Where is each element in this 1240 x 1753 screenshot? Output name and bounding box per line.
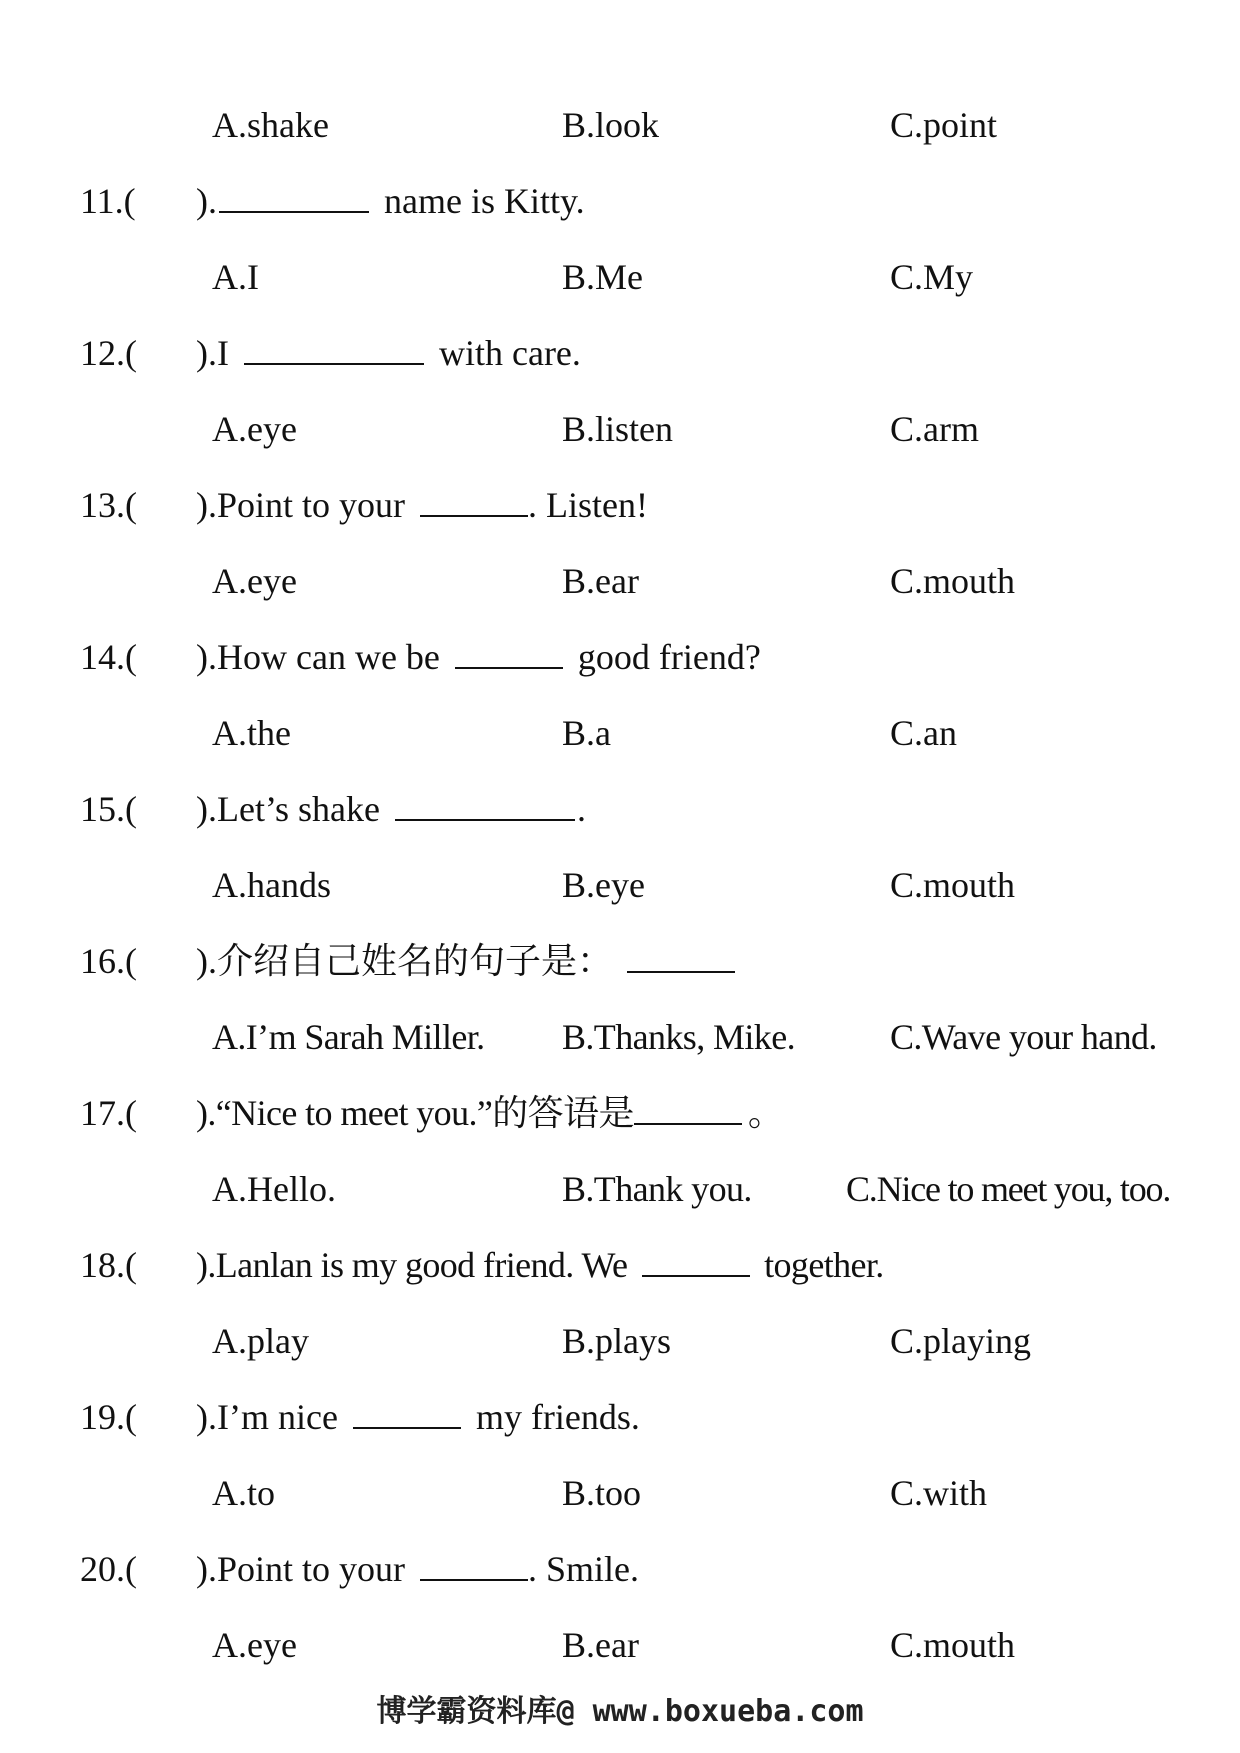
option-c: C.point [890, 105, 998, 145]
question-number: 18.( [80, 1245, 137, 1285]
option-c: C.with [890, 1473, 988, 1513]
stem-end: with care. [429, 333, 581, 373]
question-stem [196, 779, 586, 839]
question-14-options [0, 703, 1240, 763]
option-b: B.ear [562, 561, 639, 601]
stem-start: ).Lanlan is my good friend. We [196, 1245, 636, 1285]
option-b: B.a [562, 713, 611, 753]
stem-end: . [576, 789, 586, 829]
option-c: C.arm [890, 409, 979, 449]
question-stem [196, 1235, 884, 1295]
question-stem [196, 171, 585, 231]
question-13 [0, 475, 1240, 535]
option-a: A.I’m Sarah Miller. [212, 1017, 485, 1057]
stem-end: my friends. [466, 1397, 640, 1437]
answer-blank [634, 1093, 742, 1125]
question-20-options [0, 1615, 1240, 1675]
option-b: B.Thanks, Mike. [562, 1017, 795, 1057]
option-a: A.eye [212, 561, 297, 601]
option-a: A.shake [212, 105, 329, 145]
question-17 [0, 1083, 1240, 1143]
question-number: 14.( [80, 637, 137, 677]
option-a: A.I [212, 257, 259, 297]
question-number: 17.( [80, 1093, 137, 1133]
stem-end: 。 [747, 1093, 784, 1133]
question-stem [196, 1083, 783, 1143]
question-stem [196, 931, 741, 991]
question-15-options [0, 855, 1240, 915]
answer-blank [420, 485, 528, 517]
option-c: C.Nice to meet you, too. [846, 1169, 1171, 1209]
question-13-options [0, 551, 1240, 611]
question-12 [0, 323, 1240, 383]
answer-blank [353, 1397, 461, 1429]
answer-blank [642, 1245, 750, 1277]
footer-watermark: 博学霸资料库@ www.boxueba.com [376, 1694, 864, 1729]
option-b: B.eye [562, 865, 645, 905]
option-a: A.to [212, 1473, 275, 1513]
stem-end: . Listen! [528, 485, 648, 525]
question-number: 11.( [80, 181, 136, 221]
option-a: A.play [212, 1321, 309, 1361]
option-b: B.look [562, 105, 660, 145]
option-b: B.too [562, 1473, 642, 1513]
option-a: A.hands [212, 865, 331, 905]
option-b: B.ear [562, 1625, 639, 1665]
question-18 [0, 1235, 1240, 1295]
question-18-options [0, 1311, 1240, 1371]
question-stem [196, 475, 648, 535]
question-number: 19.( [80, 1397, 137, 1437]
answer-blank [219, 181, 369, 213]
question-12-options [0, 399, 1240, 459]
answer-blank [455, 637, 563, 669]
question-17-options [0, 1159, 1240, 1219]
answer-blank [395, 789, 575, 821]
answer-blank [420, 1549, 528, 1581]
option-a: A.eye [212, 409, 297, 449]
question-stem [196, 323, 581, 383]
stem-end: name is Kitty. [375, 181, 585, 221]
question-stem [196, 1387, 640, 1447]
stem-start: ).I [196, 333, 238, 373]
question-19-options [0, 1463, 1240, 1523]
option-c: C.an [890, 713, 957, 753]
option-b: B.Me [562, 257, 643, 297]
stem-end: . Smile. [528, 1549, 640, 1589]
option-c: C.mouth [890, 561, 1016, 601]
option-a: A.eye [212, 1625, 297, 1665]
question-14 [0, 627, 1240, 687]
stem-start: ).How can we be [196, 637, 449, 677]
question-number: 16.( [80, 941, 137, 981]
question-10-options [0, 95, 1240, 155]
question-16-options [0, 1007, 1240, 1067]
option-b: B.listen [562, 409, 674, 449]
option-c: C.mouth [890, 1625, 1016, 1665]
option-a: A.Hello. [212, 1169, 336, 1209]
question-19 [0, 1387, 1240, 1447]
option-b: B.plays [562, 1321, 672, 1361]
stem-start: ).“Nice to meet you.”的答语是 [196, 1093, 634, 1133]
question-number: 13.( [80, 485, 137, 525]
question-number: 20.( [80, 1549, 137, 1589]
stem-start: ).Point to your [196, 1549, 415, 1589]
stem-end: together. [755, 1245, 884, 1285]
question-number: 15.( [80, 789, 137, 829]
stem-start: ). [196, 181, 217, 221]
option-a: A.the [212, 713, 291, 753]
option-c: C.My [890, 257, 974, 297]
question-stem [196, 1539, 639, 1599]
answer-blank [244, 333, 424, 365]
option-c: C.Wave your hand. [890, 1017, 1157, 1057]
question-11 [0, 171, 1240, 231]
question-stem [196, 627, 761, 687]
stem-start: ).I’m nice [196, 1397, 347, 1437]
stem-end: good friend? [568, 637, 761, 677]
option-b: B.Thank you. [562, 1169, 752, 1209]
stem-start: ).介绍自己姓名的句子是： [196, 941, 613, 981]
stem-start: ).Point to your [196, 485, 415, 525]
option-c: C.playing [890, 1321, 1031, 1361]
option-c: C.mouth [890, 865, 1016, 905]
question-20 [0, 1539, 1240, 1599]
question-number: 12.( [80, 333, 137, 373]
question-11-options [0, 247, 1240, 307]
question-16 [0, 931, 1240, 991]
question-15 [0, 779, 1240, 839]
stem-start: ).Let’s shake [196, 789, 389, 829]
answer-blank [627, 941, 735, 973]
